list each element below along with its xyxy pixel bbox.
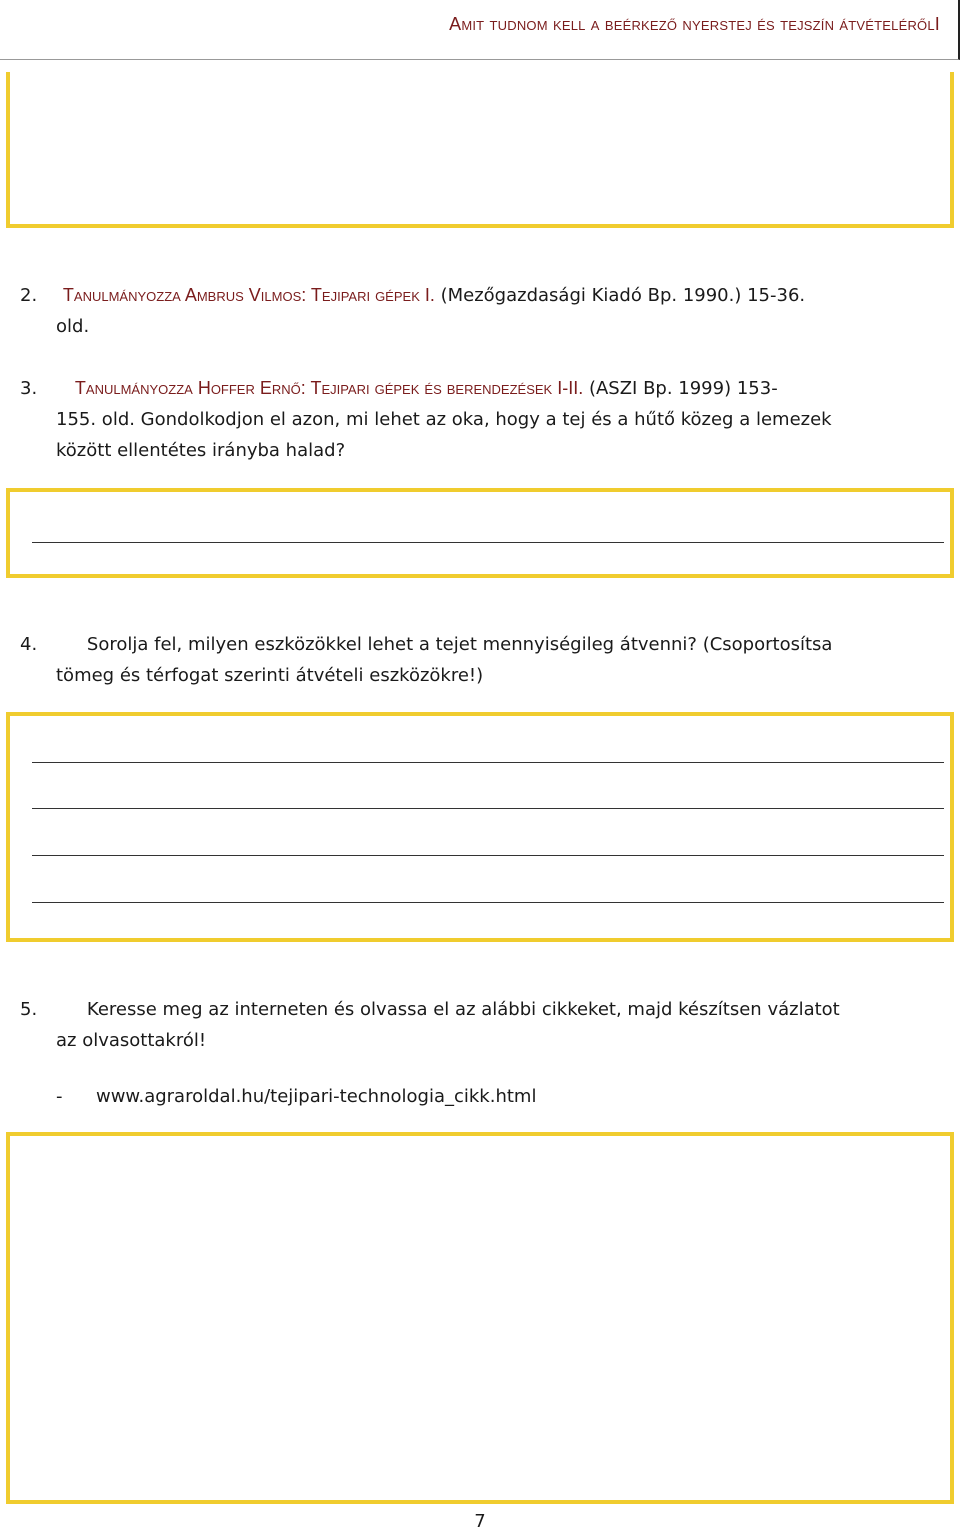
- task-text: Sorolja fel, milyen eszközökkel lehet a tejet mennyiségileg átvenni? (Csoportosítsa: [86, 634, 833, 655]
- answer-line[interactable]: [32, 542, 944, 543]
- task-text: (ASZI Bp. 1999) 153-: [583, 378, 778, 399]
- task-text: az olvasottakról!: [56, 1030, 207, 1051]
- task-item-2: [20, 280, 940, 342]
- answer-box-4[interactable]: [6, 1132, 954, 1504]
- task-text: 155. old. Gondolkodjon el azon, mi lehet az oka, hogy a tej és a hűtő közeg a lemezek: [56, 409, 832, 430]
- page-number: 7: [474, 1511, 486, 1532]
- answer-line[interactable]: [32, 902, 944, 903]
- bullet-dash: -: [56, 1086, 63, 1107]
- task-number: 5.: [20, 999, 38, 1020]
- answer-line[interactable]: [32, 808, 944, 809]
- task-number: 2.: [20, 285, 38, 306]
- task-text: Keresse meg az interneten és olvassa el az alábbi cikkeket, majd készítsen vázlatot: [86, 999, 840, 1020]
- task-text: tömeg és térfogat szerinti átvételi eszközökre!): [56, 665, 484, 686]
- task-text: között ellentétes irányba halad?: [56, 440, 346, 461]
- answer-line[interactable]: [32, 762, 944, 763]
- task-text: old.: [56, 316, 90, 337]
- task-number: 3.: [20, 378, 38, 399]
- link-item: [56, 1081, 936, 1112]
- task-title: Tanulmányozza Ambrus Vilmos: Tejipari gépek I.: [62, 285, 435, 305]
- task-item-3: [20, 373, 940, 466]
- header-title: Amit tudnom kell a beérkező nyerstej és tejszín átvételérőlI: [449, 14, 940, 34]
- task-text: (Mezőgazdasági Kiadó Bp. 1990.) 15-36.: [434, 285, 806, 306]
- task-item-5: [20, 994, 940, 1056]
- task-number: 4.: [20, 634, 38, 655]
- article-link[interactable]: www.agraroldal.hu/tejipari-technologia_cikk.html: [95, 1086, 537, 1107]
- page-header: [0, 0, 960, 60]
- answer-box-1[interactable]: [6, 72, 954, 228]
- task-title: Tanulmányozza Hoffer Ernő: Tejipari gépek és berendezések I-II.: [74, 378, 584, 398]
- answer-line[interactable]: [32, 855, 944, 856]
- task-item-4: [20, 629, 940, 691]
- answer-box-3[interactable]: [6, 712, 954, 942]
- answer-box-2[interactable]: [6, 488, 954, 578]
